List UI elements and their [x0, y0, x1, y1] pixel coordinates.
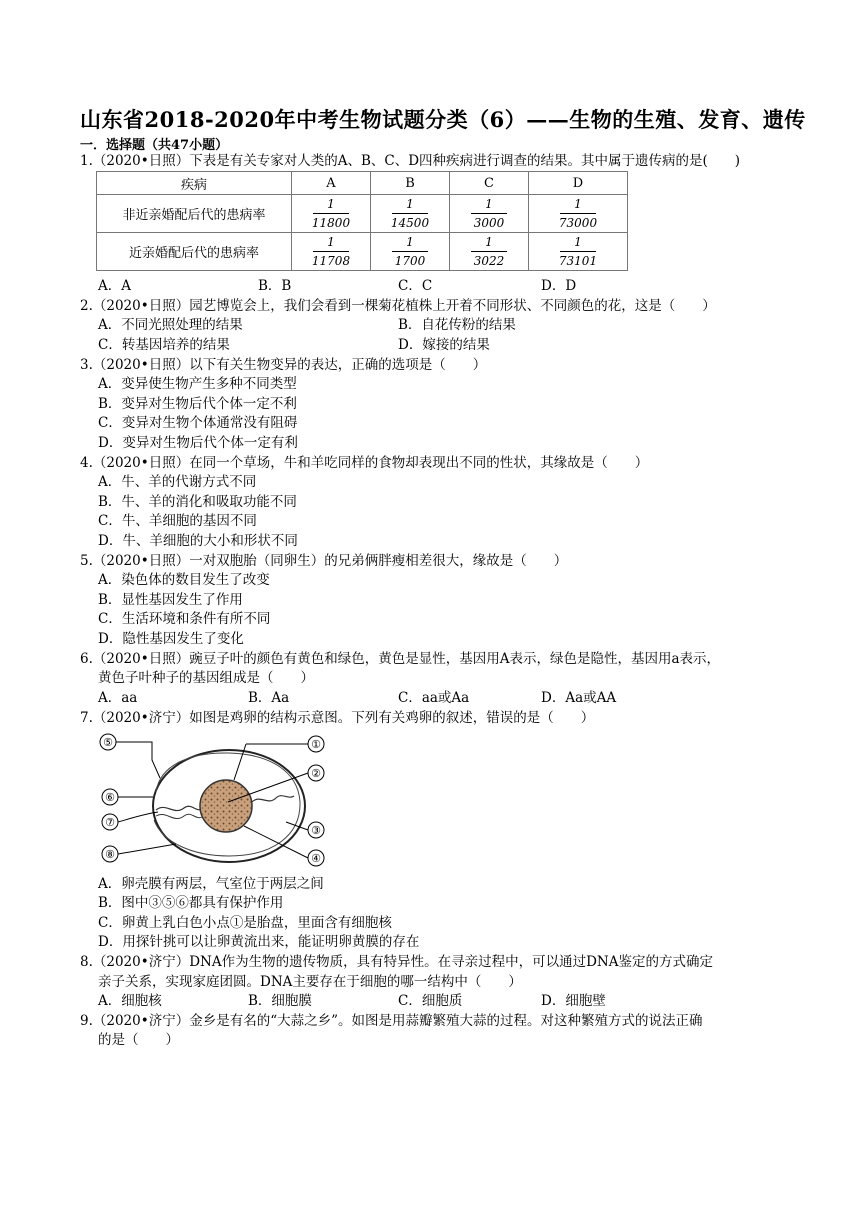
option: B．B: [258, 278, 292, 294]
numerator: 1: [485, 197, 493, 211]
denominator: 1700: [394, 254, 426, 268]
denominator: 3000: [473, 216, 505, 230]
fraction-cell: [292, 195, 371, 233]
question-8-stem: 8.（2020•济宁）DNA作为生物的遗传物质，具有特异性。在寻亲过程中，可以通过DNA鉴定的方式确定: [80, 954, 713, 970]
row-label: 非近亲婚配后代的患病率: [97, 195, 292, 233]
option: C．转基因培养的结果: [98, 337, 230, 353]
option: B．变异对生物后代个体一定不利: [98, 396, 297, 412]
label-7: [102, 812, 158, 830]
document-title: 山东省2018-2020年中考生物试题分类（6）——生物的生殖、发育、遗传: [80, 107, 806, 132]
fraction-cell: [450, 233, 529, 271]
option: B．牛、羊的消化和吸取功能不同: [98, 494, 297, 510]
option: A．变异使生物产生多种不同类型: [98, 376, 297, 392]
label-5-text: ⑤: [103, 736, 113, 749]
option: C．C: [398, 278, 433, 294]
question-5-stem: 5.（2020•日照）一对双胞胎（同卵生）的兄弟俩胖瘦相差很大，缘故是（ ）: [80, 553, 568, 569]
fraction-cell: [292, 233, 371, 271]
question-9-stem: 9.（2020•济宁）金乡是有名的“大蒜之乡”。如图是用蒜瓣繁殖大蒜的过程。对这种繁殖方式的说法正确: [80, 1013, 703, 1029]
chalaza-left: [156, 806, 204, 810]
table-header-cell: D: [529, 172, 628, 195]
option: C．细胞质: [398, 993, 463, 1009]
option: B．细胞膜: [248, 993, 312, 1009]
label-7-text: ⑦: [105, 816, 115, 829]
denominator: 14500: [390, 216, 430, 230]
numerator: 1: [574, 235, 582, 249]
option: C．卵黄上乳白色小点①是胎盘，里面含有细胞核: [98, 915, 392, 931]
fraction-cell: [529, 195, 628, 233]
fraction-cell: [450, 195, 529, 233]
option: D．用探针挑可以让卵黄流出来，能证明卵黄膜的存在: [98, 934, 420, 950]
numerator: 1: [327, 235, 335, 249]
table-header-row: [97, 172, 628, 195]
question-3-stem: 3.（2020•日照）以下有关生物变异的表达，正确的选项是（ ）: [80, 357, 487, 373]
denominator: 3022: [473, 254, 505, 268]
disease-table: [96, 171, 628, 271]
label-6: [102, 789, 153, 805]
table-header-cell: 疾病: [97, 172, 292, 195]
label-2: [228, 765, 324, 802]
option: A．A: [98, 278, 131, 294]
denominator: 73000: [558, 216, 598, 230]
question-9-stem-cont: 的是（ ）: [98, 1032, 179, 1048]
option: D．D: [541, 278, 577, 294]
denominator: 11708: [311, 254, 351, 268]
label-6-text: ⑥: [105, 791, 115, 804]
label-1-text: ①: [311, 738, 321, 751]
question-1-stem: 1.（2020•日照）下表是有关专家对人类的A、B、C、D四种疾病进行调查的结果。其中属于遗传病的是( ): [80, 153, 741, 169]
fraction-cell: [371, 195, 450, 233]
option: A．aa: [98, 690, 138, 706]
question-6-stem: 6.（2020•日照）豌豆子叶的颜色有黄色和绿色，黄色是显性，基因用A表示，绿色是隐性，基因用a表示，: [80, 651, 720, 667]
fraction-cell: [371, 233, 450, 271]
denominator: 11800: [311, 216, 351, 230]
label-3: [286, 822, 324, 838]
option: A．不同光照处理的结果: [98, 317, 243, 333]
row-label: 近亲婚配后代的患病率: [97, 233, 292, 271]
label-2-text: ②: [311, 767, 321, 780]
option: D．变异对生物后代个体一定有利: [98, 435, 298, 451]
table-row: [97, 195, 628, 233]
option: C．变异对生物个体通常没有阻碍: [98, 415, 298, 431]
table-header-cell: A: [292, 172, 371, 195]
yolk: [200, 780, 252, 832]
option: B．显性基因发生了作用: [98, 592, 243, 608]
table-header-cell: B: [371, 172, 450, 195]
numerator: 1: [327, 197, 335, 211]
option: C．aa或Aa: [398, 690, 470, 706]
option: D．隐性基因发生了变化: [98, 631, 244, 647]
table-row: [97, 233, 628, 271]
chalaza-left-2: [156, 814, 204, 818]
chalaza-right: [252, 796, 294, 802]
question-4-stem: 4.（2020•日照）在同一个草场，牛和羊吃同样的食物却表现出不同的性状，其缘故是（ ）: [80, 455, 649, 471]
fraction-cell: [529, 233, 628, 271]
question-6-stem-cont: 黄色子叶种子的基因组成是（ ）: [98, 670, 314, 686]
option: A．牛、羊的代谢方式不同: [98, 474, 257, 490]
option: D．Aa或AA: [541, 690, 617, 706]
option: A．细胞核: [98, 993, 162, 1009]
option: C．牛、羊细胞的基因不同: [98, 513, 257, 529]
label-3-text: ③: [311, 824, 321, 837]
question-7-stem: 7.（2020•济宁）如图是鸡卵的结构示意图。下列有关鸡卵的叙述，错误的是（ ）: [80, 710, 595, 726]
section-heading: 一．选择题（共47小题）: [80, 138, 229, 153]
option: A．染色体的数目发生了改变: [98, 572, 270, 588]
option: D．牛、羊细胞的大小和形状不同: [98, 533, 298, 549]
question-2-stem: 2.（2020•日照）园艺博览会上，我们会看到一棵菊花植株上开着不同形状、不同颜色的花，这是（ ）: [80, 298, 716, 314]
label-8: [102, 844, 176, 862]
label-5: [100, 734, 160, 778]
table-header-cell: C: [450, 172, 529, 195]
option: D．嫁接的结果: [398, 337, 490, 353]
numerator: 1: [406, 197, 414, 211]
option: B．自花传粉的结果: [398, 317, 516, 333]
question-8-stem-cont: 亲子关系，实现家庭团圆。DNA主要存在于细胞的哪一结构中（ ）: [98, 974, 522, 990]
egg-structure-diagram: [96, 732, 336, 874]
option: B．Aa: [248, 690, 290, 706]
label-4-text: ④: [311, 852, 321, 865]
numerator: 1: [406, 235, 414, 249]
denominator: 73101: [558, 254, 598, 268]
numerator: 1: [574, 197, 582, 211]
option: D．细胞壁: [541, 993, 606, 1009]
option: C．生活环境和条件有所不同: [98, 611, 271, 627]
option: B．图中③⑤⑥都具有保护作用: [98, 895, 284, 911]
numerator: 1: [485, 235, 493, 249]
label-8-text: ⑧: [105, 848, 115, 861]
option: A．卵壳膜有两层，气室位于两层之间: [98, 876, 324, 892]
